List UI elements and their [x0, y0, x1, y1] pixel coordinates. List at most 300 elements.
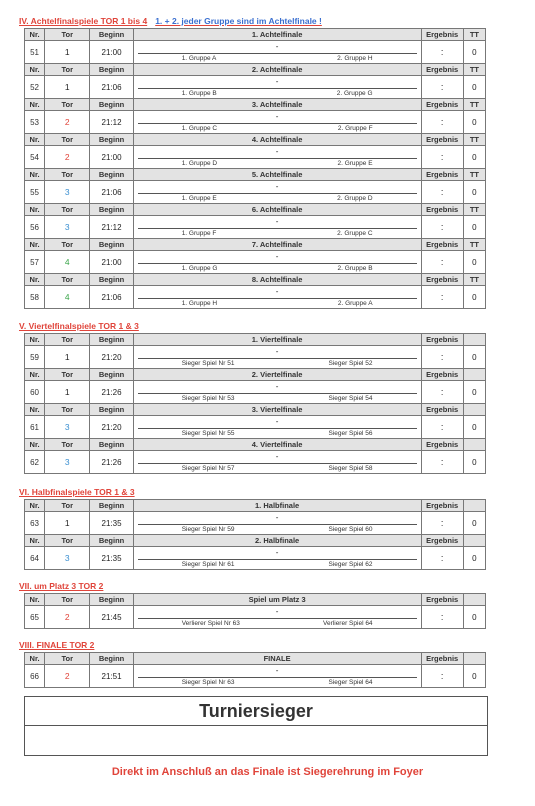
header-tor: Tor [45, 204, 90, 216]
game-row [25, 146, 486, 169]
home-team: 1. Gruppe B [181, 90, 217, 97]
header-beginn: Beginn [90, 535, 133, 547]
game-goal: 1 [45, 381, 90, 404]
section-title-text: IV. Achtelfinalspiele TOR 1 bis 4 [19, 16, 148, 26]
table-header-row [25, 29, 486, 41]
game-result: : [421, 381, 463, 404]
header-nr: Nr. [25, 239, 45, 251]
game-result: : [421, 416, 463, 439]
tournament-winner-box [24, 696, 488, 756]
game-goal: 2 [45, 146, 90, 169]
header-nr: Nr. [25, 334, 45, 346]
header-game-title: 3. Viertelfinale [133, 404, 421, 416]
header-nr: Nr. [25, 29, 45, 41]
header-tt [463, 594, 485, 606]
game-matchup [133, 181, 421, 204]
game-start-time: 21:35 [90, 512, 133, 535]
away-team: 2. Gruppe D [337, 195, 373, 202]
header-game-title: 1. Halbfinale [133, 500, 421, 512]
game-number: 54 [25, 146, 45, 169]
game-matchup [133, 665, 421, 688]
header-tt [463, 404, 485, 416]
matchup-separator: - [275, 666, 279, 675]
matchup-line [138, 463, 417, 464]
header-beginn: Beginn [90, 439, 133, 451]
header-nr: Nr. [25, 404, 45, 416]
home-team: Verlierer Spiel Nr 63 [181, 620, 240, 627]
game-number: 60 [25, 381, 45, 404]
game-goal: 3 [45, 451, 90, 474]
header-tor: Tor [45, 535, 90, 547]
header-game-title: 4. Achtelfinale [133, 134, 421, 146]
games-table [24, 499, 486, 570]
matchup-separator: - [275, 42, 279, 51]
game-matchup [133, 451, 421, 474]
game-goal: 1 [45, 41, 90, 64]
matchup-line [138, 123, 417, 124]
game-tt: 0 [463, 547, 485, 570]
matchup-separator: - [275, 77, 279, 86]
away-team: 2. Gruppe C [337, 230, 373, 237]
game-start-time: 21:06 [90, 286, 133, 309]
matchup-line [138, 263, 417, 264]
table-header-row [25, 64, 486, 76]
game-result: : [421, 251, 463, 274]
header-game-title: 6. Achtelfinale [133, 204, 421, 216]
matchup-separator: - [275, 513, 279, 522]
header-nr: Nr. [25, 99, 45, 111]
game-number: 66 [25, 665, 45, 688]
matchup-separator: - [275, 548, 279, 557]
game-matchup [133, 111, 421, 134]
header-beginn: Beginn [90, 369, 133, 381]
tournament-winner-title: Turniersieger [25, 697, 487, 726]
matchup-line [138, 428, 417, 429]
section-title [19, 640, 94, 650]
header-tt [463, 500, 485, 512]
matchup-separator: - [275, 112, 279, 121]
header-game-title: 1. Achtelfinale [133, 29, 421, 41]
section-title [19, 487, 135, 497]
header-game-title: 5. Achtelfinale [133, 169, 421, 181]
header-ergebnis: Ergebnis [421, 274, 463, 286]
game-matchup [133, 146, 421, 169]
game-result: : [421, 181, 463, 204]
header-tor: Tor [45, 99, 90, 111]
matchup-line [138, 53, 417, 54]
table-header-row [25, 535, 486, 547]
game-tt: 0 [463, 451, 485, 474]
away-team: 2. Gruppe H [337, 55, 373, 62]
header-beginn: Beginn [90, 653, 133, 665]
header-tt: TT [463, 169, 485, 181]
away-team: Verlierer Spiel 64 [323, 620, 373, 627]
header-game-title: 3. Achtelfinale [133, 99, 421, 111]
game-row [25, 111, 486, 134]
header-tor: Tor [45, 404, 90, 416]
matchup-separator: - [275, 417, 279, 426]
section-title-text: V. Viertelfinalspiele TOR 1 & 3 [19, 321, 139, 331]
header-tor: Tor [45, 653, 90, 665]
header-ergebnis: Ergebnis [421, 535, 463, 547]
game-goal: 3 [45, 547, 90, 570]
game-result: : [421, 606, 463, 629]
game-result: : [421, 41, 463, 64]
header-game-title: 2. Viertelfinale [133, 369, 421, 381]
game-goal: 3 [45, 416, 90, 439]
game-result: : [421, 111, 463, 134]
matchup-line [138, 88, 417, 89]
table-header-row [25, 134, 486, 146]
game-matchup [133, 41, 421, 64]
header-tt [463, 535, 485, 547]
header-ergebnis: Ergebnis [421, 369, 463, 381]
game-row [25, 665, 486, 688]
game-row [25, 381, 486, 404]
table-header-row [25, 204, 486, 216]
game-matchup [133, 416, 421, 439]
header-tt: TT [463, 204, 485, 216]
game-matchup [133, 606, 421, 629]
header-tor: Tor [45, 169, 90, 181]
header-ergebnis: Ergebnis [421, 204, 463, 216]
away-team: Sieger Spiel 64 [328, 679, 373, 686]
game-matchup [133, 251, 421, 274]
matchup-line [138, 358, 417, 359]
game-matchup [133, 512, 421, 535]
table-header-row [25, 653, 486, 665]
game-goal: 1 [45, 76, 90, 99]
game-tt: 0 [463, 346, 485, 369]
matchup-separator: - [275, 182, 279, 191]
header-tt: TT [463, 99, 485, 111]
header-nr: Nr. [25, 169, 45, 181]
footer-note: Direkt im Anschluß an das Finale ist Siegerehrung im Foyer [111, 766, 424, 778]
header-nr: Nr. [25, 535, 45, 547]
header-beginn: Beginn [90, 29, 133, 41]
header-game-title: 8. Achtelfinale [133, 274, 421, 286]
header-tt: TT [463, 274, 485, 286]
game-goal: 4 [45, 251, 90, 274]
header-beginn: Beginn [90, 334, 133, 346]
header-game-title: 4. Viertelfinale [133, 439, 421, 451]
matchup-line [138, 559, 417, 560]
game-start-time: 21:06 [90, 76, 133, 99]
header-ergebnis: Ergebnis [421, 169, 463, 181]
game-start-time: 21:51 [90, 665, 133, 688]
game-tt: 0 [463, 665, 485, 688]
section-title-text: VI. Halbfinalspiele TOR 1 & 3 [19, 487, 135, 497]
header-tt [463, 439, 485, 451]
game-tt: 0 [463, 286, 485, 309]
game-row [25, 286, 486, 309]
table-header-row [25, 99, 486, 111]
header-nr: Nr. [25, 64, 45, 76]
away-team: 2. Gruppe E [337, 160, 373, 167]
game-matchup [133, 346, 421, 369]
home-team: Sieger Spiel Nr 59 [181, 526, 235, 533]
matchup-line [138, 193, 417, 194]
matchup-line [138, 393, 417, 394]
header-ergebnis: Ergebnis [421, 404, 463, 416]
game-start-time: 21:12 [90, 111, 133, 134]
header-tt [463, 334, 485, 346]
header-beginn: Beginn [90, 99, 133, 111]
header-tor: Tor [45, 500, 90, 512]
game-number: 64 [25, 547, 45, 570]
matchup-line [138, 228, 417, 229]
header-tor: Tor [45, 334, 90, 346]
header-ergebnis: Ergebnis [421, 134, 463, 146]
header-tt [463, 369, 485, 381]
header-tt: TT [463, 134, 485, 146]
matchup-line [138, 524, 417, 525]
home-team: 1. Gruppe D [181, 160, 218, 167]
header-tor: Tor [45, 369, 90, 381]
header-nr: Nr. [25, 439, 45, 451]
game-start-time: 21:00 [90, 146, 133, 169]
home-team: 1. Gruppe E [181, 195, 217, 202]
header-game-title: 2. Achtelfinale [133, 64, 421, 76]
game-goal: 2 [45, 606, 90, 629]
game-result: : [421, 451, 463, 474]
game-result: : [421, 76, 463, 99]
game-goal: 4 [45, 286, 90, 309]
game-row [25, 346, 486, 369]
game-tt: 0 [463, 606, 485, 629]
home-team: Sieger Spiel Nr 51 [181, 360, 235, 367]
matchup-separator: - [275, 452, 279, 461]
game-number: 65 [25, 606, 45, 629]
header-tor: Tor [45, 64, 90, 76]
table-header-row [25, 369, 486, 381]
game-start-time: 21:26 [90, 451, 133, 474]
game-row [25, 181, 486, 204]
game-number: 51 [25, 41, 45, 64]
home-team: 1. Gruppe A [181, 55, 217, 62]
game-result: : [421, 286, 463, 309]
game-start-time: 21:06 [90, 181, 133, 204]
header-game-title: Spiel um Platz 3 [133, 594, 421, 606]
game-start-time: 21:26 [90, 381, 133, 404]
header-nr: Nr. [25, 653, 45, 665]
header-nr: Nr. [25, 500, 45, 512]
away-team: 2. Gruppe G [336, 90, 373, 97]
matchup-line [138, 158, 417, 159]
matchup-separator: - [275, 607, 279, 616]
home-team: 1. Gruppe F [181, 230, 217, 237]
game-start-time: 21:00 [90, 251, 133, 274]
game-row [25, 416, 486, 439]
game-number: 56 [25, 216, 45, 239]
game-tt: 0 [463, 216, 485, 239]
header-ergebnis: Ergebnis [421, 99, 463, 111]
header-beginn: Beginn [90, 169, 133, 181]
games-table [24, 28, 486, 309]
header-tor: Tor [45, 239, 90, 251]
header-game-title: 2. Halbfinale [133, 535, 421, 547]
matchup-separator: - [275, 252, 279, 261]
header-tor: Tor [45, 29, 90, 41]
game-row [25, 41, 486, 64]
header-beginn: Beginn [90, 274, 133, 286]
game-tt: 0 [463, 41, 485, 64]
game-result: : [421, 346, 463, 369]
game-number: 58 [25, 286, 45, 309]
game-goal: 3 [45, 181, 90, 204]
header-beginn: Beginn [90, 64, 133, 76]
header-beginn: Beginn [90, 594, 133, 606]
game-number: 53 [25, 111, 45, 134]
header-ergebnis: Ergebnis [421, 239, 463, 251]
game-tt: 0 [463, 181, 485, 204]
game-tt: 0 [463, 111, 485, 134]
game-goal: 2 [45, 111, 90, 134]
game-row [25, 251, 486, 274]
header-ergebnis: Ergebnis [421, 29, 463, 41]
header-tor: Tor [45, 439, 90, 451]
game-matchup [133, 76, 421, 99]
game-tt: 0 [463, 146, 485, 169]
game-start-time: 21:20 [90, 416, 133, 439]
game-goal: 1 [45, 512, 90, 535]
game-row [25, 76, 486, 99]
header-game-title: 1. Viertelfinale [133, 334, 421, 346]
game-goal: 1 [45, 346, 90, 369]
table-header-row [25, 334, 486, 346]
header-ergebnis: Ergebnis [421, 653, 463, 665]
game-start-time: 21:20 [90, 346, 133, 369]
header-beginn: Beginn [90, 404, 133, 416]
game-result: : [421, 146, 463, 169]
game-matchup [133, 286, 421, 309]
matchup-line [138, 677, 417, 678]
table-header-row [25, 239, 486, 251]
game-number: 62 [25, 451, 45, 474]
table-header-row [25, 274, 486, 286]
games-table [24, 593, 486, 629]
table-header-row [25, 169, 486, 181]
matchup-line [138, 298, 417, 299]
game-matchup [133, 547, 421, 570]
game-row [25, 216, 486, 239]
game-result: : [421, 665, 463, 688]
game-start-time: 21:12 [90, 216, 133, 239]
away-team: Sieger Spiel 60 [328, 526, 373, 533]
header-beginn: Beginn [90, 204, 133, 216]
table-header-row [25, 500, 486, 512]
header-game-title: FINALE [133, 653, 421, 665]
game-row [25, 512, 486, 535]
game-tt: 0 [463, 512, 485, 535]
matchup-separator: - [275, 147, 279, 156]
game-matchup [133, 216, 421, 239]
away-team: Sieger Spiel 62 [328, 561, 373, 568]
games-table [24, 333, 486, 474]
header-tt [463, 653, 485, 665]
home-team: 1. Gruppe G [181, 265, 218, 272]
game-row [25, 547, 486, 570]
header-ergebnis: Ergebnis [421, 439, 463, 451]
game-goal: 3 [45, 216, 90, 239]
home-team: Sieger Spiel Nr 63 [181, 679, 235, 686]
section-title-text: VII. um Platz 3 TOR 2 [19, 581, 104, 591]
game-number: 59 [25, 346, 45, 369]
section-title [19, 16, 322, 26]
game-number: 63 [25, 512, 45, 535]
header-nr: Nr. [25, 594, 45, 606]
game-start-time: 21:35 [90, 547, 133, 570]
header-ergebnis: Ergebnis [421, 500, 463, 512]
game-number: 52 [25, 76, 45, 99]
away-team: 2. Gruppe A [337, 300, 373, 307]
header-ergebnis: Ergebnis [421, 334, 463, 346]
game-tt: 0 [463, 381, 485, 404]
table-header-row [25, 404, 486, 416]
section-note: 1. + 2. jeder Gruppe sind im Achtelfinale ! [155, 16, 322, 26]
home-team: Sieger Spiel Nr 57 [181, 465, 235, 472]
matchup-separator: - [275, 287, 279, 296]
header-beginn: Beginn [90, 500, 133, 512]
header-beginn: Beginn [90, 239, 133, 251]
header-tt: TT [463, 239, 485, 251]
away-team: Sieger Spiel 54 [328, 395, 373, 402]
header-ergebnis: Ergebnis [421, 594, 463, 606]
section-title-text: VIII. FINALE TOR 2 [19, 640, 95, 650]
table-header-row [25, 594, 486, 606]
away-team: Sieger Spiel 56 [328, 430, 373, 437]
home-team: 1. Gruppe H [181, 300, 218, 307]
section-title [19, 321, 139, 331]
matchup-separator: - [275, 347, 279, 356]
game-row [25, 606, 486, 629]
home-team: 1. Gruppe C [181, 125, 218, 132]
game-start-time: 21:45 [90, 606, 133, 629]
header-game-title: 7. Achtelfinale [133, 239, 421, 251]
header-tor: Tor [45, 594, 90, 606]
matchup-separator: - [275, 382, 279, 391]
game-start-time: 21:00 [90, 41, 133, 64]
header-nr: Nr. [25, 274, 45, 286]
game-tt: 0 [463, 416, 485, 439]
away-team: Sieger Spiel 58 [328, 465, 373, 472]
header-nr: Nr. [25, 134, 45, 146]
away-team: Sieger Spiel 52 [328, 360, 373, 367]
matchup-line [138, 618, 417, 619]
game-result: : [421, 547, 463, 570]
table-header-row [25, 439, 486, 451]
game-number: 61 [25, 416, 45, 439]
game-number: 57 [25, 251, 45, 274]
header-tor: Tor [45, 274, 90, 286]
game-goal: 2 [45, 665, 90, 688]
home-team: Sieger Spiel Nr 55 [181, 430, 235, 437]
game-tt: 0 [463, 251, 485, 274]
game-number: 55 [25, 181, 45, 204]
home-team: Sieger Spiel Nr 61 [181, 561, 235, 568]
game-result: : [421, 216, 463, 239]
games-table [24, 652, 486, 688]
section-title [19, 581, 103, 591]
game-result: : [421, 512, 463, 535]
header-tor: Tor [45, 134, 90, 146]
header-tt: TT [463, 29, 485, 41]
matchup-separator: - [275, 217, 279, 226]
game-matchup [133, 381, 421, 404]
away-team: 2. Gruppe B [337, 265, 373, 272]
home-team: Sieger Spiel Nr 53 [181, 395, 235, 402]
header-ergebnis: Ergebnis [421, 64, 463, 76]
